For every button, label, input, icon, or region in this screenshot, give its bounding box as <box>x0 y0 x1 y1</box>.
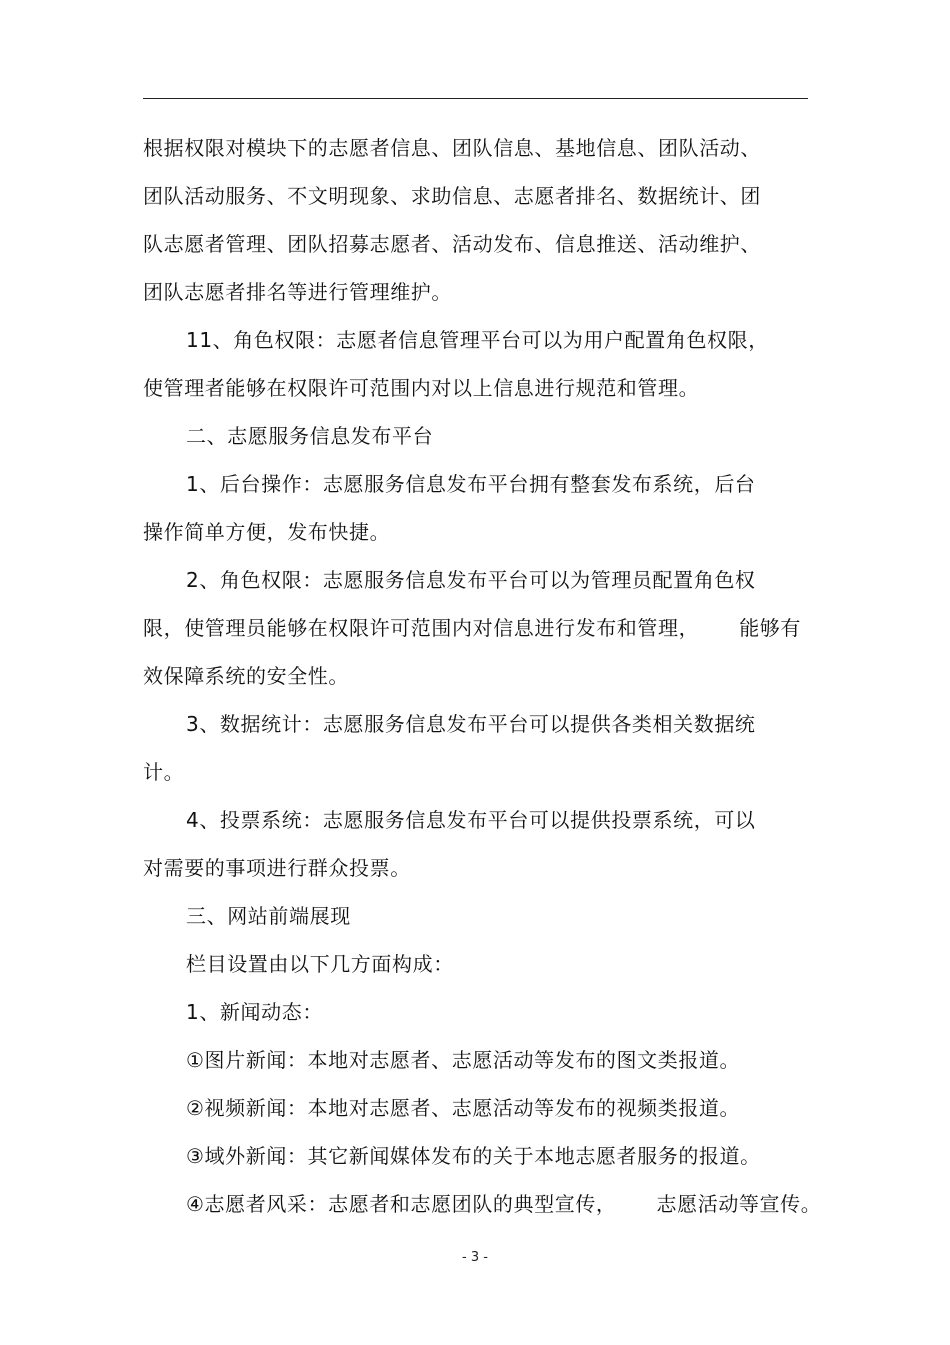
section-heading: 二、志愿服务信息发布平台 <box>186 424 434 448</box>
text-line: 使管理者能够在权限许可范围内对以上信息进行规范和管理。 <box>143 376 700 400</box>
text-line: 效保障系统的安全性。 <box>143 664 349 688</box>
document-body <box>143 128 822 1232</box>
text-line: 团队志愿者排名等进行管理维护。 <box>143 280 452 304</box>
text-line: 1、后台操作：志愿服务信息发布平台拥有整套发布系统，后台 <box>186 472 756 496</box>
header-rule <box>143 98 808 99</box>
text-line: 计。 <box>143 760 185 784</box>
list-item: ①图片新闻：本地对志愿者、志愿活动等发布的图文类报道。 <box>186 1048 741 1072</box>
text-line: 限，使管理员能够在权限许可范围内对信息进行发布和管理， 能够有 <box>143 616 802 640</box>
list-item: ④志愿者风采：志愿者和志愿团队的典型宣传， 志愿活动等宣传。 <box>186 1192 822 1216</box>
section-heading: 三、网站前端展现 <box>186 904 351 928</box>
text-line: 根据权限对模块下的志愿者信息、团队信息、基地信息、团队活动、 <box>143 136 761 160</box>
text-line: 操作简单方便，发布快捷。 <box>143 520 391 544</box>
list-item: ③域外新闻：其它新闻媒体发布的关于本地志愿者服务的报道。 <box>186 1144 761 1168</box>
text-line: 3、数据统计：志愿服务信息发布平台可以提供各类相关数据统 <box>186 712 756 736</box>
text-line: 11、角色权限：志愿者信息管理平台可以为用户配置角色权限， <box>186 328 769 352</box>
page-number: - 3 - <box>462 1250 488 1265</box>
text-line: 团队活动服务、不文明现象、求助信息、志愿者排名、数据统计、团 <box>143 184 761 208</box>
text-line: 队志愿者管理、团队招募志愿者、活动发布、信息推送、活动维护、 <box>143 232 761 256</box>
list-item: ②视频新闻：本地对志愿者、志愿活动等发布的视频类报道。 <box>186 1096 741 1120</box>
text-line: 栏目设置由以下几方面构成： <box>186 952 454 976</box>
text-line: 1、新闻动态： <box>186 1000 323 1024</box>
text-line: 4、投票系统：志愿服务信息发布平台可以提供投票系统，可以 <box>186 808 756 832</box>
text-line: 2、角色权限：志愿服务信息发布平台可以为管理员配置角色权 <box>186 568 756 592</box>
text-line: 对需要的事项进行群众投票。 <box>143 856 411 880</box>
